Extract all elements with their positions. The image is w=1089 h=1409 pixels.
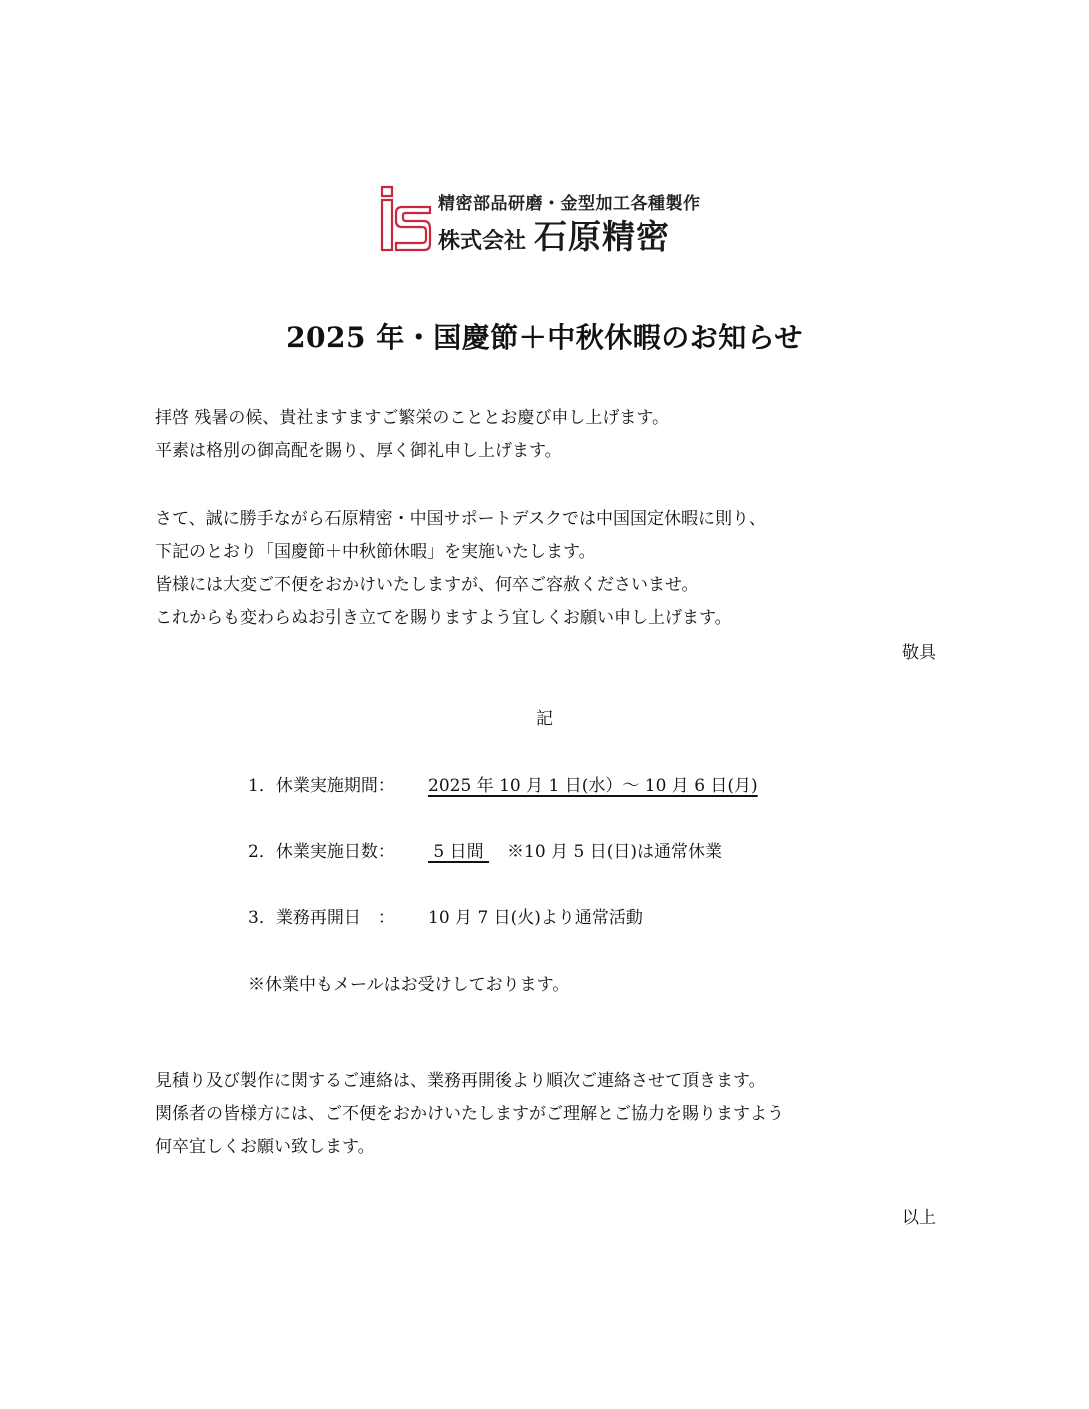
ki-heading: 記 <box>536 709 553 729</box>
item-value: 10 月 7 日(火)より通常活動 <box>428 908 643 928</box>
mail-note: ※休業中もメールはお受けしております。 <box>248 975 570 995</box>
greeting-paragraph <box>155 402 945 468</box>
company-logo <box>380 185 720 255</box>
item-note: ※10 月 5 日(日)は通常休業 <box>507 842 722 862</box>
footer-paragraph <box>155 1065 945 1164</box>
closing-keigu: 敬具 <box>902 643 936 663</box>
company-name: 石原精密 <box>534 217 671 256</box>
page-title: 2025 年・国慶節＋中秋休暇のお知らせ <box>286 321 803 354</box>
item-value: 5 日間 <box>428 842 490 862</box>
footer-line: 見積り及び製作に関するご連絡は、業務再開後より順次ご連絡させて頂きます。 <box>155 1071 766 1091</box>
body-line: これからも変わらぬお引き立てを賜りますよう宜しくお願い申し上げます。 <box>155 608 732 628</box>
body-line: 皆様には大変ご不便をおかけいたしますが、何卒ご容赦くださいませ。 <box>155 575 699 595</box>
body-line: 下記のとおり「国慶節＋中秋節休暇」を実施いたします。 <box>155 542 596 562</box>
footer-line: 関係者の皆様方には、ご不便をおかけいたしますがご理解とご協力を賜りますよう <box>155 1104 784 1124</box>
item-days <box>248 837 722 862</box>
closing-ijou: 以上 <box>902 1208 936 1228</box>
item-resume <box>248 903 643 928</box>
body-paragraph <box>155 503 945 635</box>
logo-tagline: 精密部品研磨・金型加工各種製作 <box>438 194 701 214</box>
greeting-line: 平素は格別の御高配を賜り、厚く御礼申し上げます。 <box>155 441 562 461</box>
item-label: 3．業務再開日 ： <box>248 908 395 928</box>
logo-company-name <box>438 211 670 258</box>
item-period <box>248 771 758 796</box>
is-logo-icon <box>380 185 432 253</box>
body-line: さて、誠に勝手ながら石原精密・中国サポートデスクでは中国国定休暇に則り、 <box>155 509 766 529</box>
item-value: 2025 年 10 月 1 日(水）～ 10 月 6 日(月) <box>428 776 758 796</box>
item-label: 1．休業実施期間： <box>248 776 395 796</box>
company-type: 株式会社 <box>438 229 527 254</box>
item-label: 2．休業実施日数： <box>248 842 395 862</box>
greeting-line: 拝啓 残暑の候、貴社ますますご繁栄のこととお慶び申し上げます。 <box>155 408 670 428</box>
footer-line: 何卒宜しくお願い致します。 <box>155 1137 375 1157</box>
